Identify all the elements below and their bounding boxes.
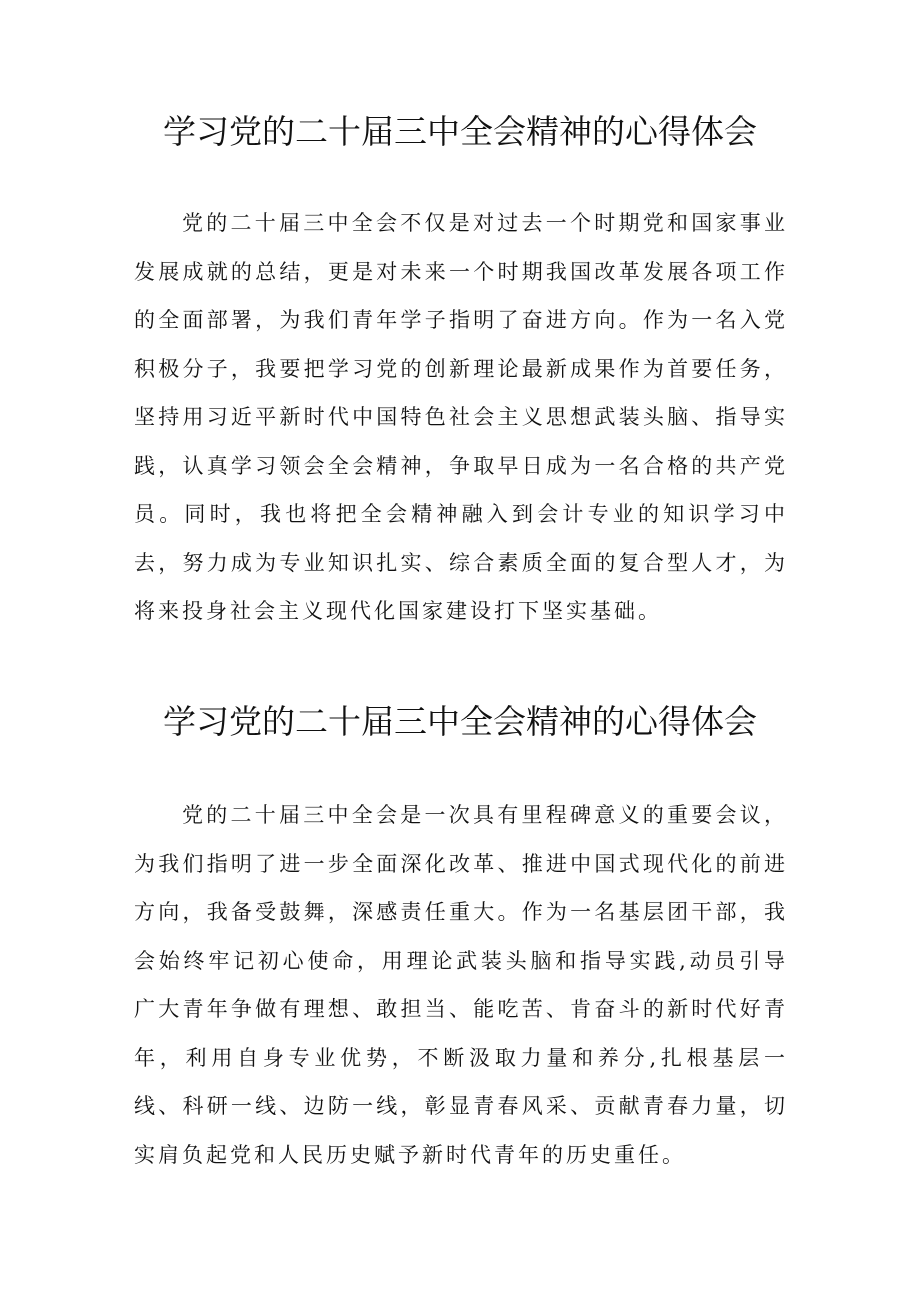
section-2-body: 党的二十届三中全会是一次具有里程碑意义的重要会议，为我们指明了进一步全面深化改革、推进中国式现代化的前进方向，我备受鼓舞，深感责任重大。作为一名基层团干部，我会始终牢记初心使命，用理论武装头脑和指导实践,动员引导广大青年争做有理想、敢担当、能吃苦、肯奋斗的新时代好青年，利用自身专业优势，不断汲取力量和养分,扎根基层一线、科研一线、边防一线，彰显青春风采、贡献青春力量，切实肩负起党和人民历史赋予新时代青年的历史重任。 <box>134 803 788 1167</box>
section-1-title: 学习党的二十届三中全会精神的心得体会 <box>163 112 757 151</box>
section-1-body: 党的二十届三中全会不仅是对过去一个时期党和国家事业发展成就的总结，更是对未来一个时期我国改革发展各项工作的全面部署，为我们青年学子指明了奋进方向。作为一名入党积极分子，我要把学习党的创新理论最新成果作为首要任务，坚持用习近平新时代中国特色社会主义思想武装头脑、指导实践，认真学习领会全会精神，争取早日成为一名合格的共产党员。同时，我也将把全会精神融入到会计专业的知识学习中去，努力成为专业知识扎实、综合素质全面的复合型人才，为将来投身社会主义现代化国家建设打下坚实基础。 <box>134 211 788 623</box>
section-2-title: 学习党的二十届三中全会精神的心得体会 <box>163 702 757 741</box>
